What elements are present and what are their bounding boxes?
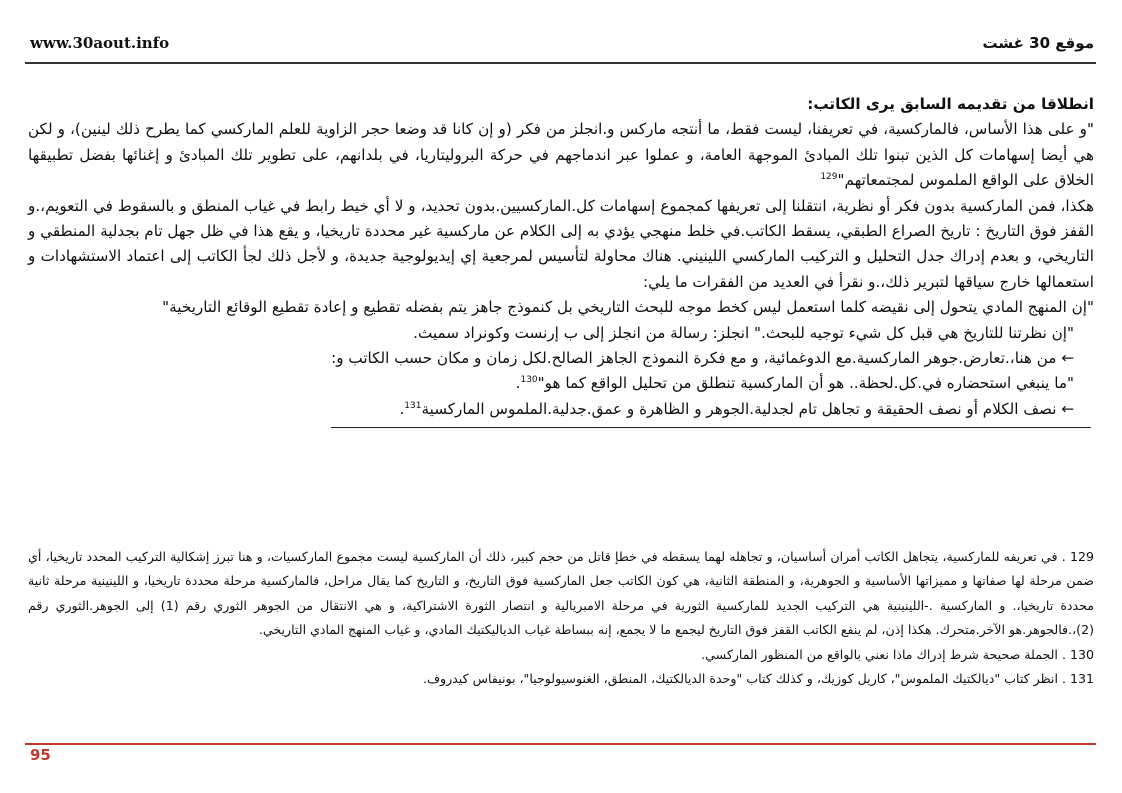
- site-title: موقع 30 غشت: [982, 34, 1094, 52]
- paragraph-analysis: هكذا، فمن الماركسية بدون فكر أو نظرية، انتقلنا إلى تعريفها كمجموع إسهامات كل.الماركسيين.بدون تحديد، و لا أي خيط رابط في غياب المنطق و بالسقوط في التعويم،.و القفز فوق التاريخ : تاريخ الصراع الطبقي، يسقط الكاتب.في خلط منهجي يؤدي به إلى الكلام عن ماركسية غير محددة تاريخيا، و يقع هذا في ظل جهل تام بجدلية المنطقي و التاريخي، و بعدم إدراك جدل التحليل و التركيب الماركسي اللينيني. هناك محاولة لتأسيس لمرجعية إي إيديولوجية جديدة، و لأجل ذلك لجأ الكاتب إلى اعتماد الاستشهادات و استعمالها خارج سياقها لتبرير ذلك،.و نقرأ في العديد من الفقرات ما يلي:: [28, 196, 1094, 291]
- footnote-130: 130 . الجملة صحيحة شرط إدراك ماذا نعني بالواقع من المنظور الماركسي.: [701, 646, 1094, 662]
- main-text: [28, 92, 1094, 429]
- paragraph-quote-definition: [28, 117, 1094, 193]
- header-divider: [25, 62, 1096, 64]
- quote-engels: "إن نظرتنا للتاريخ هي قبل كل شيء توجيه للبحث." انجلز: رسالة من انجلز إلى ب إرنست وكونراد سميث.: [413, 323, 1074, 342]
- footnote-129: 129 . في تعريفه للماركسية، يتجاهل الكاتب أمران أساسيان، و تجاهله لهما يسقطه في خطإ قاتل من حجم كبير، ذلك أن الماركسية ليست مجموع الماركسيات، و هنا تبرز إشكالية التركيب المحدد تاريخيا، أي ضمن مرحلة لها صفاتها و مميزاتها الأساسية و الجوهرية، و المنطقة الثانية، هي كون الكاتب جعل الماركسية فوق التاريخ، و التاريخ كما يقال مراحل، فالماركسية مرحلة محددة تاريخيا، و اللينينية مرحلة ثانية محددة تاريخيا،. و الماركسية .-اللينينية هي التركيب الجديد للماركسية الثورية في مرحلة الامبريالية و انتصار الثورة الاشتراكية، و هي الانتقال من الجوهر الثوري رقم (1) إلى الجوهر.الثوري رقم (2)،.فالجوهر.هو الآخر.متحرك. هكذا إذن، لم ينفع الكاتب القفز فوق التاريخ ليجمع ما لا يجمع، إنه ببساطة غياب الدياليكتيك المادي، و غياب المنهج المادي التاريخي.: [28, 549, 1095, 638]
- line-text: ← نصف الكلام أو نصف الحقيقة و تجاهل تام لجدلية.الجوهر و الظاهرة و عمق.جدلية.الملموس الماركسية: [421, 399, 1074, 418]
- footnote-ref-129: 129: [820, 172, 838, 183]
- quote-materialist-method: "إن المنهج المادي يتحول إلى نقيضه كلما استعمل ليس كخط موجه للبحث التاريخي بل كنموذج جاهز يتم بفضله تقطيع و إعادة تقطيع الوقائع التاريخية": [162, 298, 1094, 317]
- footnote-separator: [331, 427, 1091, 428]
- section-heading: انطلاقا من تقديمه السابق يرى الكاتب:: [807, 95, 1094, 113]
- footnote-ref-131: 131: [404, 400, 422, 411]
- arrow-line-dogmatism: ← من هنا،.تعارض.جوهر الماركسية.مع الدوغمائية، و مع فكرة النموذج الجاهز الصالح.لكل زمان و مكان حسب الكاتب و:: [331, 349, 1074, 368]
- footnote-ref-130: 130: [520, 375, 538, 386]
- footnote-131: 131 . انظر كتاب "ديالكتيك الملموس"، كاريل كوزيك، و كذلك كتاب "وحدة الديالكتيك، المنطق، الغنوسيولوجيا"، بونيفاس كيدروف.: [422, 671, 1094, 687]
- footnotes: [28, 545, 1094, 691]
- site-url[interactable]: www.30aout.info: [30, 34, 170, 52]
- quote-text: "ما ينبغي استحضاره في.كل.لحظة.. هو أن الماركسية تنطلق من تحليل الواقع كما هو": [537, 374, 1074, 393]
- quote-text: "و على هذا الأساس، فالماركسية، في تعريفنا، ليست فقط، ما أنتجه ماركس و.انجلز من فكر (و إن كانا قد وضعا حجر الزاوية للعلم الماركسي كما يطرح ذلك لينين)، و لكن هي أيضا إسهامات كل الذين تبنوا تلك المبادئ الموجهة العامة، و عملوا عبر اندماجهم في حركة البروليتاريا، في بلدانهم، على تطوير تلك المبادئ و إغنائها بفضل تطبيقها الخلاق على الواقع الملموس لمجتمعاتهم": [28, 120, 1094, 190]
- quote-reality-analysis: "ما ينبغي استحضاره في.كل.لحظة.. هو أن الماركسية تنطلق من تحليل الواقع كما هو"$^{130}$.: [515, 374, 1074, 393]
- arrow-line-half-truth: ← نصف الكلام أو نصف الحقيقة و تجاهل تام لجدلية.الجوهر و الظاهرة و عمق.جدلية.الملموس الماركسية$^{131}$.: [399, 399, 1074, 418]
- footer-divider: [25, 743, 1096, 745]
- page-number: 95: [30, 746, 51, 764]
